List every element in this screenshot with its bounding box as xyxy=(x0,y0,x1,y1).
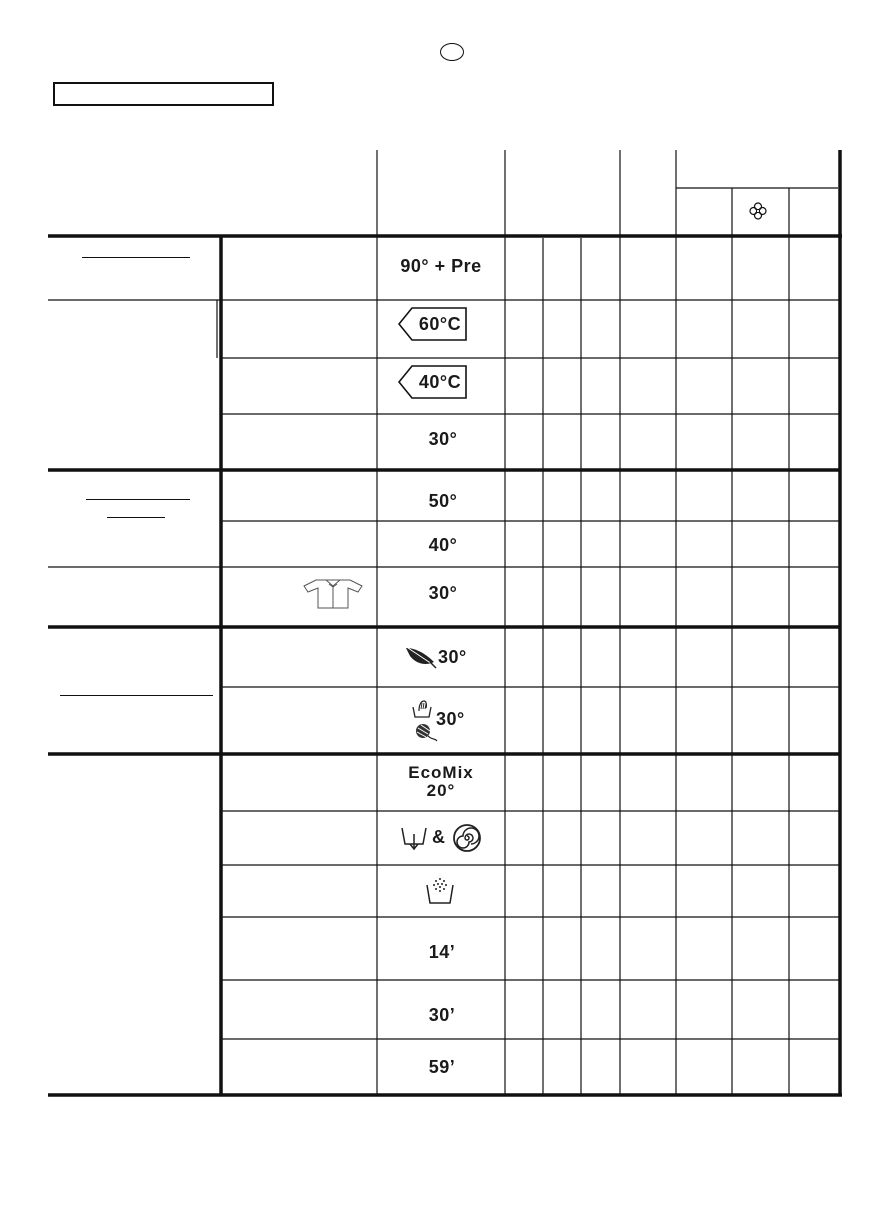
ecomix-label: EcoMix xyxy=(408,763,474,782)
program-30-delicate: 30° xyxy=(438,647,467,667)
group-3-underline xyxy=(60,695,213,696)
flower-icon xyxy=(749,202,767,220)
program-90-pre: 90° + Pre xyxy=(400,256,482,276)
group-2-underline-b xyxy=(107,517,165,518)
program-30-wool: 30° xyxy=(436,709,465,729)
hand-wash-tub-icon xyxy=(411,699,433,719)
program-59-min: 59’ xyxy=(428,1057,456,1077)
spin-spiral-icon xyxy=(452,823,482,853)
program-ecomix xyxy=(408,764,474,800)
program-60c: 60°C xyxy=(418,314,462,334)
group-2-underline-a xyxy=(86,499,190,500)
drain-tub-icon xyxy=(400,826,428,852)
group-1-underline xyxy=(82,257,190,258)
program-30-min: 30’ xyxy=(428,1005,456,1025)
shirt-icon xyxy=(302,578,364,610)
program-30-cotton: 30° xyxy=(428,429,458,449)
ecomix-temp: 20° xyxy=(426,781,456,800)
program-14-min: 14’ xyxy=(428,942,456,962)
program-40c: 40°C xyxy=(418,372,462,392)
program-40: 40° xyxy=(428,535,458,555)
program-50: 50° xyxy=(428,491,458,511)
shower-tub-icon xyxy=(425,875,455,905)
feather-icon xyxy=(404,644,438,670)
rinse-spin-ampersand: & xyxy=(432,827,446,847)
program-30-shirt: 30° xyxy=(428,583,458,603)
